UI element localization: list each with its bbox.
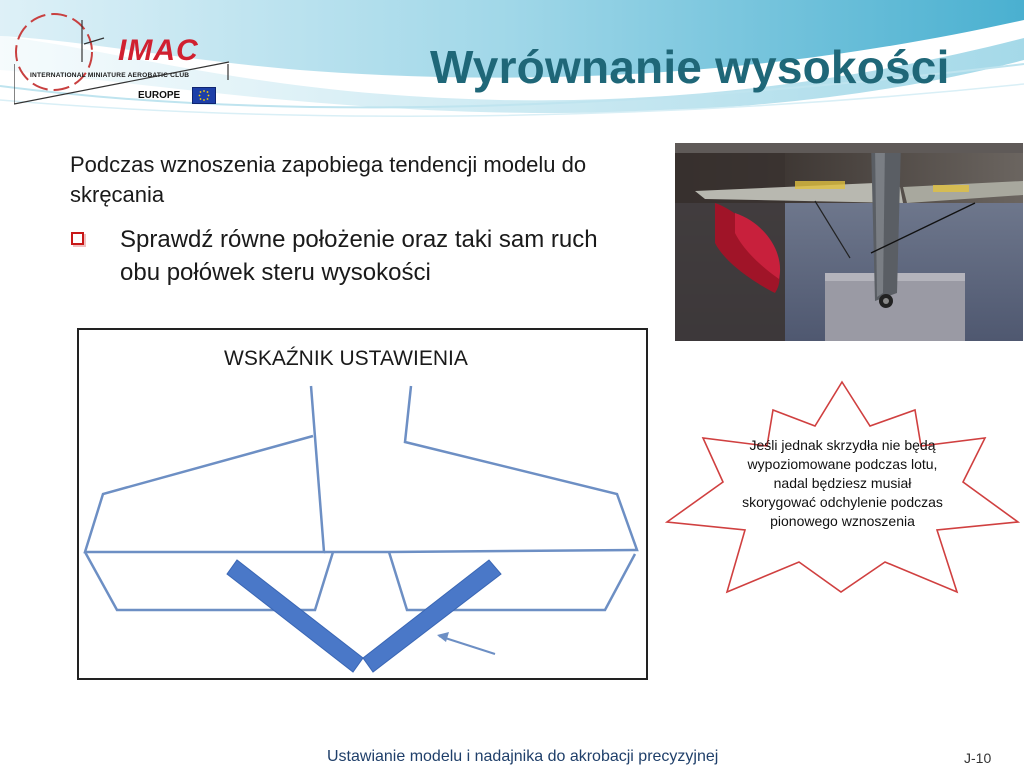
elevator-diagram [77,328,648,680]
diagram-label: WSKAŹNIK USTAWIENIA [224,347,468,370]
intro-text: Podczas wznoszenia zapobiega tendencji modelu do skręcania [70,152,587,207]
page-number: J-10 [964,750,992,765]
callout-text: Jeśli jednak skrzydła nie będą wypoziomowane podczas lotu, nadal będziesz musiał skorygować odchylenie podczas pionowego wznoszenia [742,437,943,529]
tail-photo [675,143,1023,341]
arrow-icon [437,632,495,654]
checkbox-bullet-icon [71,232,84,245]
eu-flag-icon [192,87,216,104]
imac-logo [14,4,239,114]
logo-region: EUROPE [138,90,181,101]
bullet-text: Sprawdź równe położenie oraz taki sam ruch obu połówek steru wysokości [120,226,598,286]
stabilizer-outline [85,386,637,610]
indicator-bars [227,560,501,672]
slide-title: Wyrównanie wysokości [430,41,950,93]
logo-full-name: INTERNATIONAL MINIATURE AEROBATIC CLUB [30,72,190,79]
logo-brand: IMAC [118,34,199,67]
footer-text: Ustawianie modelu i nadajnika do akrobacji precyzyjnej [327,748,719,765]
